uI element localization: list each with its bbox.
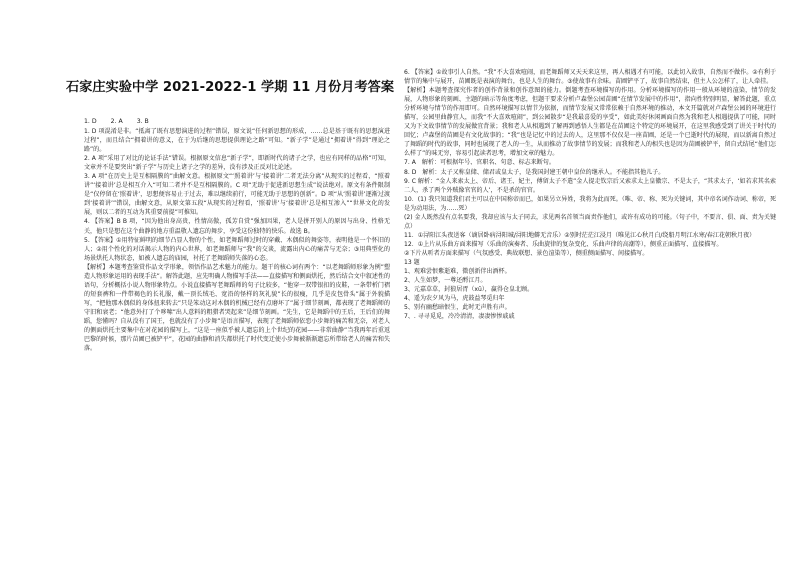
paragraph: 4. 【答案】B B 项，“因为他出身高贵，性情高傲，孤芳自赏”强加因果，老人是拼开别人的原因与出身、性格无关，他只是想在这个曲静的地方重温敬人遗忘的舞步，享受这份独特的快乐。故选 B。 xyxy=(84,218,390,235)
paragraph: ②下片从听者方面来描写（气氛感受、典故联想、景色渲染等），侧重侧面描写、间接描写。 xyxy=(404,249,649,257)
list-item: 1、观难尝恨紫逝难，微创新伴出酒杯。 xyxy=(404,268,511,276)
answer-item: 2. A xyxy=(110,118,123,125)
paragraph: 10．(1) 我只知道我们君主可以在中国称帝而已，如果另立异姓，我将为此而死。（唯、帝、称、死为关键词，其中帝名词作动词、称帝，死是为动用法，为……死） xyxy=(404,195,776,212)
list-item: 2、人生如梦，一尊还酹江月。 xyxy=(404,277,487,285)
paragraph: 12．①上片从乐曲方面来描写（乐曲的演奏者、乐曲旋律的复杂变化、乐曲声律的高潮等），侧重正面描写、直接描写。 xyxy=(404,240,723,248)
paragraph: 2. A 项“采用了对比的论证手法”错误。根据原文信息“新子学”，即新时代的诸子之学，也应有同样的品格”可知，文章并不是要突出“新子学”与历史上诸子之学的差异，没有涉及正反对比论述。 xyxy=(84,155,390,172)
paragraph: 3. A 项“在历史上是互相隔膜的”曲解文意。根据原文“‘照着讲’与‘接着讲’二者无法分离”从现实的过程看，“照着讲”‘接着讲’总是相互介入“可知二者并不是互相隔膜的。C 项“无助于促进新思想生成”说法绝对。原文有条件限制是“仅停留在‘照着讲’，思想便容易止于过去，难以继续前行，可能无助于思想的创新”。D 项“从‘照着讲’逐渐过渡到‘接着讲’”错误，曲解文意，从原文第五段“从现实的过程看，‘照着讲’与‘接着讲’总是相互渗入”“世界文化的发展，则以二者的互动为其重要前提”可推知。 xyxy=(84,173,390,217)
paragraph: 6. 【答案】①故事引人自然。“我”不大喜欢喧闹，而老舞蹈师又天天来这里，再人相遇才有可能，以此切入故事，自然而不做作。②有利于情节的集中与展开，苗圃既是表演的舞台，也是人生的舞台。③使故事有余味。苗圃铲平了，故事自然结束，但主人公怎样了，让人牵挂。 xyxy=(404,69,776,86)
page-title: 石家庄实验中学 2021-2022-1 学期 11 月份月考答案 xyxy=(66,80,395,95)
paragraph: 8. D 解析：太子又称皇储、储君或皇太子，是我国封建王朝中皇位的继承人。不能指其他儿子。 xyxy=(404,168,665,176)
paragraph: 13 题 xyxy=(404,258,420,266)
right-column xyxy=(404,68,776,321)
paragraph: 11．①浔阳江头夜送客（谪居卧病浔阳城/浔阳地僻无音乐）②别时茫茫江浸月（唯见江心秋月白/绕船月明江水寒/春江花朝秋月夜） xyxy=(404,231,756,239)
paragraph: 7. A 解析：可根据年号、官职名、句意、标志来断句。 xyxy=(404,159,555,167)
paragraph: (2) 金人既然没有点名要我，我却应该与太子同去，求见两名首领当面责作他们，或许有成功的可能。（句子中，不要言、俱、面、责为关键点） xyxy=(404,213,776,230)
answers-row xyxy=(84,117,390,126)
paragraph: 5. 【答案】①用特征鲜明的细节凸显人物的个性，如老舞蹈师过时的穿戴、木偶似的舞姿等，表明他是一个怀旧的人；②用个性化的对话揭示人物的内心世界，如老舞蹈师与“我”的交谈，流露出内心的痛苦与无奈；③用典型化的场景烘托人物状态，如被人遗忘的庙园，衬托了老舞蹈师失落的心态。 xyxy=(84,236,390,262)
list-item: 7、. 寻寻觅觅，冷冷清清，凄凄惨惨戚戚 xyxy=(404,313,515,321)
paragraph: 9. C 解析：“金人来索太上、帝后、诸王、妃主，傅留太子不遣”金人提走钦宗后又索求太上皇徽宗、不是太子，“其求太子，‘如若求其名索二人，杀了两个外贼像官官的人’，不是杀的官官。 xyxy=(404,177,776,194)
left-column xyxy=(84,127,390,353)
paragraph: 【解析】本题考查鉴赏作品文学形象，领悟作品艺术魅力的能力。题干的核心词有两个：“以老舞蹈师形象为例”塑造人物形象运用的表现手法”。解答此题，应先明确人物描写手法——直接描写和侧面烘托，然后结合文中叙述性的语句，分析概括小说人物形象特点。小说直接描写老舞蹈师的句子比较多，“他穿一双带银扣的皮鞋，一条带析门褶的短套裤和一件带褐色的长礼服，戴一顶长绒毛、宽沿的怪样的灰礼貌”长的很瘦，几乎是皮包骨头”属于外貌描写，“把他那木偶似的身体扭来转去”只是笨动这对木偶的机械已经有点磨坏了”属于细节刻画，都表现了老舞蹈师的守旧和衰老；“他意外打了个哆嗦”出人意料的粗猎者哭起来”是细节刻画。“先生，它是舞蹈中的王后，王后们的舞蹈，您懂吗？自从没有了国王，也就没有了小步舞”是语言描写，表现了老舞蹈师依恋小步舞的痛苦和无奈，对老人的侧面烘托主要集中在对花园的描写上，“这是一座似乎被人遗忘的上个世纪的花园——非常曲静”当我再年后重返巴黎的时候，那片苗圃已被铲平”，花园的曲静和消失都烘托了时代变迁使小步舞被渐渐遗忘所带给老人的痛苦和失落。 xyxy=(84,263,390,353)
list-item: 3、元嘉草草，封狼居胥（xū），赢得仓皇北顾。 xyxy=(404,286,534,294)
answer-item: 1. D xyxy=(84,118,97,125)
list-item: 5、别有幽愁暗恨生，此时无声胜有声。 xyxy=(404,304,511,312)
list-item: 4、遥为农夕风为马，虎鼓益琴觅归年 xyxy=(404,295,505,303)
paragraph: 【解析】本题考查探究作者的创作背景和创作意图的能力。倒题考查环境描写的作用。分析环境描写的作用一般从环境的渲染，情节的发展，人物形象的刻画、主题的暗示等角度考虑，但题干要求分析卢森堡公园苗圃“在情节发展中的作用”，指向性特别明显，解答此题，重点分析环境与情节的作用即可。自然环境描写以情节为依据，而情节发展又常常依赖于自然环境的推动，本文开篇就对卢森堡公园的环境进行描写，公园里曲静宜人，而我“不大喜欢喧闹”，到公园散步“是我最喜爱的享受”，如此美好休闲画面自然为我和老人相遇提供了可能，同时又为下文故事情节的发展做宜背景；我和老人从相遇到了解再到感悟人生都是在苗圃这个特定的环境展开，在这里我感受到了讲关于时代的回忆；卢森堡的苗圃是有文化故事的；“我”也是记忆中的过去的人，这里那不仅仅是一座苗圃，还是一个已逝时代的展现，而以新离自然过了舞蹈的时代的故事，同时也展现了老人的一生，从而推动了故事情节的发展；而我和老人的相失也是因为苗圃被铲平，留自式结尾“他们怎么样了”的味无穷，容易引起读者思考，增加文章的魅力。 xyxy=(404,87,776,158)
answer-item: 3. B xyxy=(136,118,149,125)
paragraph: 1. D 项混淆是非。“抵离了既有思想演进的过程”错误，原文说“任何新思想的形成，……总是基于既有的思想演进过程”，而且结合“拥着讲的意义，在于为后继的思想提供理论之路”可知。“新子学”是通过“拥着讲”得到“理论之路”的。 xyxy=(84,128,390,154)
